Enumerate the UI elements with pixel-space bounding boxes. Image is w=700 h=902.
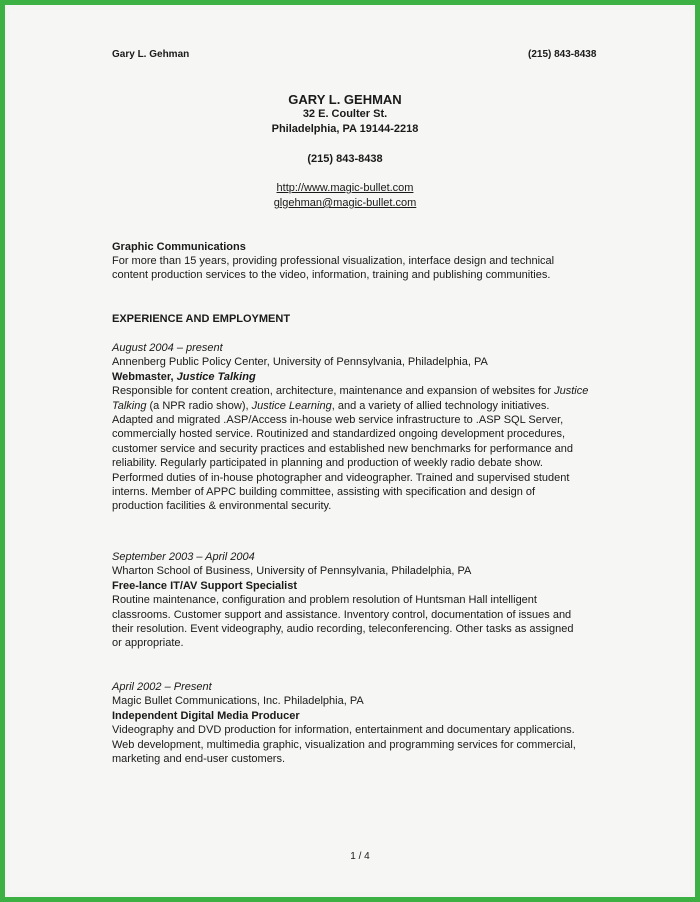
desc-text: Responsible for content creation, architecture, maintenance and expansion of websites for: [112, 385, 555, 398]
summary-text: [112, 254, 612, 283]
desc-italic: Talking: [112, 399, 147, 412]
job-desc-line: Routine maintenance, configuration and problem resolution of Huntsman Hall intelligent: [112, 594, 537, 607]
job-employer: Wharton School of Business, University of Pennsylvania, Philadelphia, PA: [112, 565, 472, 578]
job-employer: Magic Bullet Communications, Inc. Philadelphia, PA: [112, 695, 364, 708]
job-desc-line: commercially hosted service. Routinized and standardized ongoing development procedures,: [112, 428, 566, 441]
job-dates: September 2003 – April 2004: [112, 551, 255, 563]
job-desc-line: classrooms. Customer support and assistance. Inventory control, documentation of issues and: [112, 608, 572, 621]
job-desc-line: their resolution. Event videography, audio recording, teleconferencing. Other tasks as assigned: [112, 623, 574, 636]
document-page: [10, 10, 690, 892]
summary-line: For more than 15 years, providing professional visualization, interface design and technical: [112, 255, 555, 267]
job-role: Free-lance IT/AV Support Specialist: [112, 579, 298, 592]
desc-italic: Justice Learning: [251, 399, 332, 412]
job-employer: Annenberg Public Policy Center, University of Pennsylvania, Philadelphia, PA: [112, 356, 488, 369]
summary-heading: Graphic Communications: [112, 241, 246, 253]
city-address: Philadelphia, PA 19144-2218: [271, 123, 419, 135]
job-desc-line: Web development, multimedia graphic, visualization and programming services for commercial,: [112, 738, 576, 751]
job-desc-line: or appropriate.: [112, 637, 184, 650]
resume-title: GARY L. GEHMAN: [288, 92, 402, 107]
page-number: 1 / 4: [350, 851, 370, 862]
job-role-title: Webmaster,: [112, 370, 177, 383]
summary-line: content production services to the video, information, training and publishing communities.: [112, 269, 551, 282]
job-role: [112, 370, 612, 384]
job-dates: August 2004 – present: [112, 342, 223, 354]
desc-text: (a NPR radio show),: [146, 399, 252, 412]
job-desc-line: [112, 384, 612, 398]
job-desc-line: reliability. Regularly participated in planning and production of weekly radio debate show.: [112, 457, 543, 470]
street-address: 32 E. Coulter St.: [302, 108, 388, 120]
desc-italic: Justice: [554, 385, 589, 398]
job-desc-line: marketing and end-user customers.: [112, 753, 286, 766]
job-desc-line: Performed duties of in-house photographer and videographer. Trained and supervised student: [112, 471, 570, 484]
job-desc-line: customer service and security practices and established new benchmarks for performance and: [112, 442, 574, 455]
job-role: Independent Digital Media Producer: [112, 709, 300, 722]
website-link[interactable]: http://www.magic-bullet.com: [276, 182, 414, 194]
desc-text: , and a variety of allied technology initiatives.: [331, 399, 550, 412]
job-desc-line: Adapted and migrated .ASP/Access in-house web service infrastructure to .ASP SQL Server,: [112, 414, 564, 427]
header-phone: (215) 843-8438: [528, 49, 597, 60]
job-entry: [112, 550, 612, 651]
email-link[interactable]: glgehman@magic-bullet.com: [273, 197, 417, 209]
job-desc-line: interns. Member of APPC building committee, assisting with specification and design of: [112, 486, 536, 499]
job-desc-line: production facilities & environmental security.: [112, 500, 332, 513]
job-role-show: Justice Talking: [176, 370, 256, 383]
job-entry: [112, 341, 612, 514]
job-desc-line: [112, 399, 612, 413]
contact-phone: (215) 843-8438: [307, 153, 383, 165]
job-entry: [112, 680, 612, 766]
experience-heading: EXPERIENCE AND EMPLOYMENT: [112, 313, 291, 325]
job-desc-line: Videography and DVD production for information, entertainment and documentary applications.: [112, 724, 575, 737]
job-dates: April 2002 – Present: [112, 681, 212, 693]
header-name: Gary L. Gehman: [112, 49, 190, 60]
